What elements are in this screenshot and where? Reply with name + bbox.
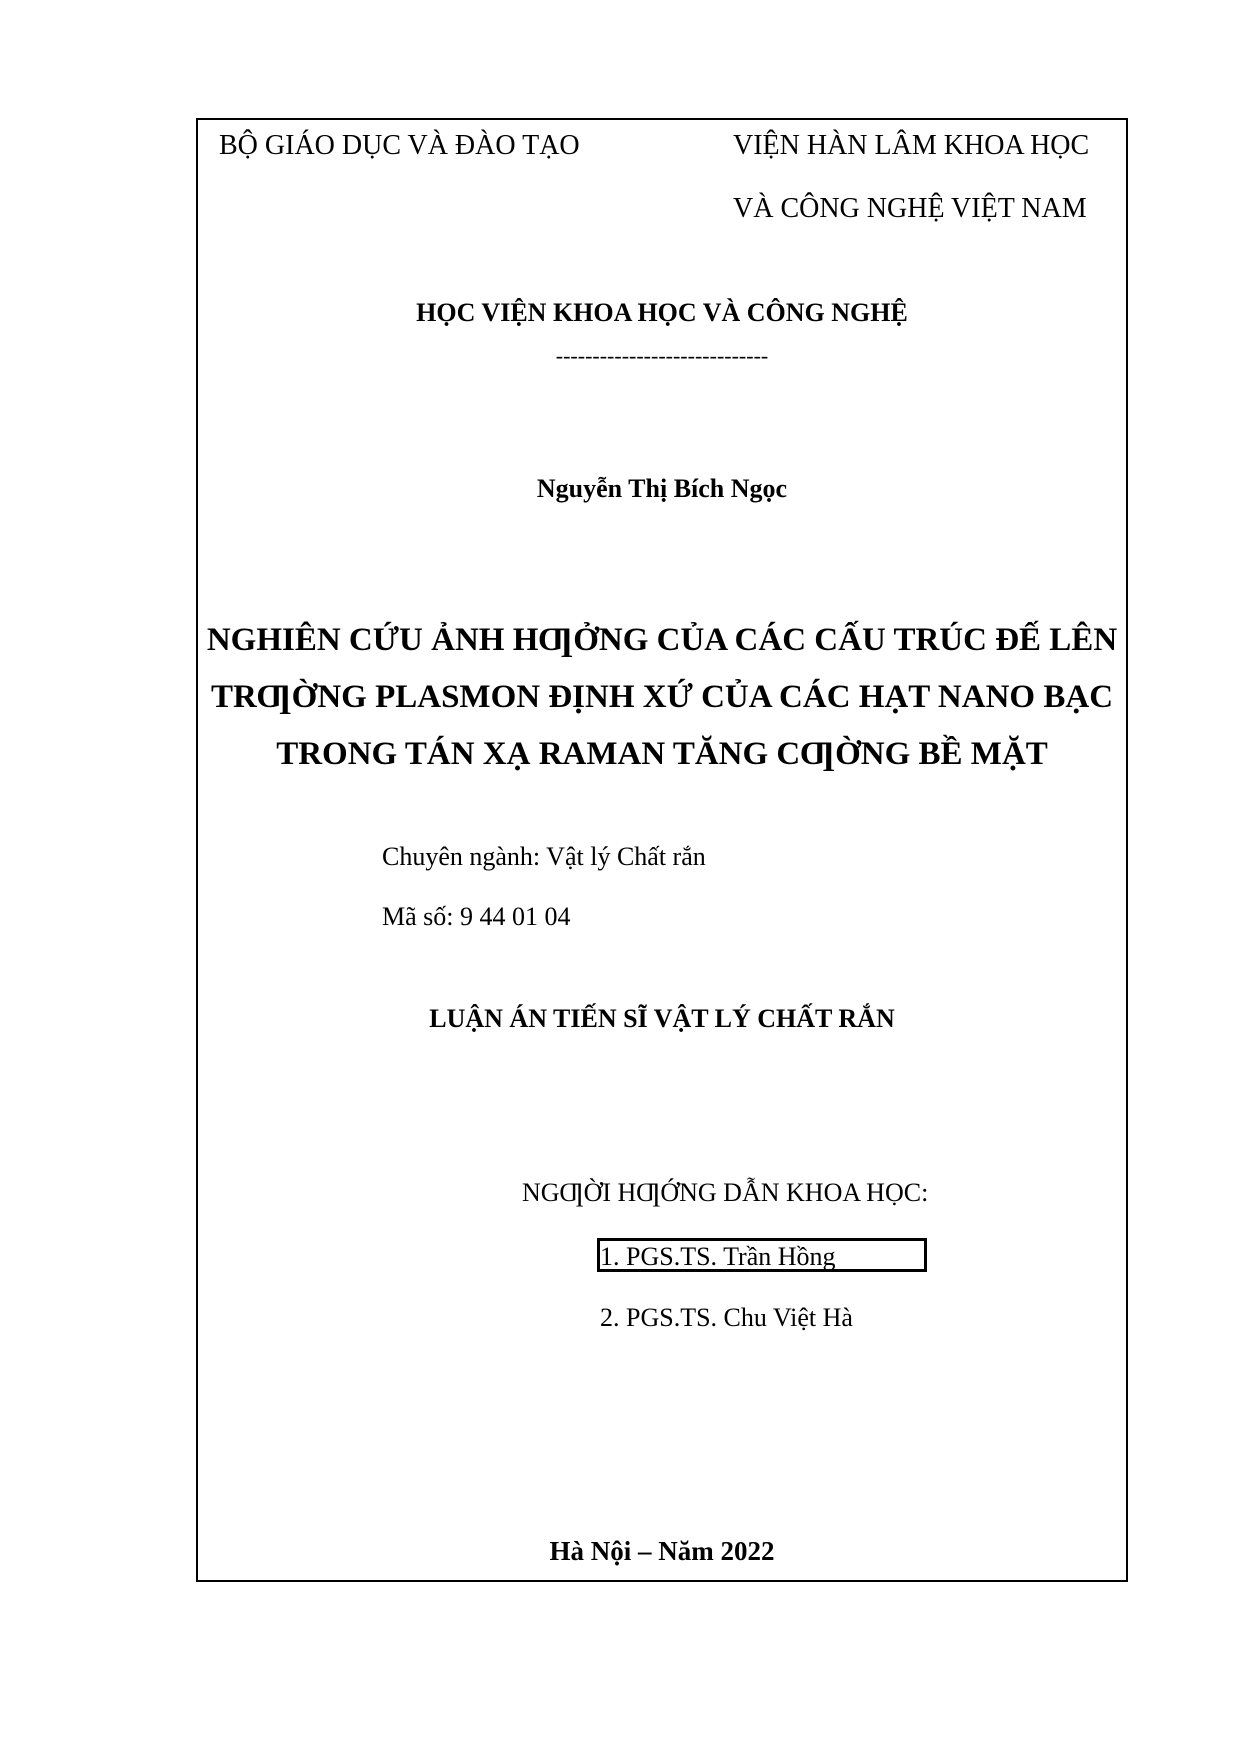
author-name: Nguyễn Thị Bích Ngọc <box>536 474 788 503</box>
academy-name-line-2: VÀ CÔNG NGHỆ VIỆT NAM <box>733 193 1087 224</box>
supervisor-1: 1. PGS.TS. Trần Hồng <box>600 1242 836 1271</box>
specialty: Chuyên ngành: Vật lý Chất rắn <box>382 842 706 871</box>
academy-name-line-1: VIỆN HÀN LÂM KHOA HỌC <box>733 130 1090 161</box>
ministry-name: BỘ GIÁO DỤC VÀ ĐÀO TẠO <box>219 130 580 161</box>
thesis-title-line-1: NGHIÊN CỨU ẢNH HƢỞNG CỦA CÁC CẤU TRÚC ĐẾ LÊN <box>206 622 1118 658</box>
separator-line: ----------------------------- <box>555 343 769 368</box>
institute-name: HỌC VIỆN KHOA HỌC VÀ CÔNG NGHỆ <box>416 298 908 327</box>
thesis-title <box>196 612 1128 783</box>
specialty-code: Mã số: 9 44 01 04 <box>382 902 571 931</box>
supervisors-heading: NGƢỜI HƢỚNG DẪN KHOA HỌC: <box>522 1178 929 1207</box>
thesis-title-line-2: TRƢỜNG PLASMON ĐỊNH XỨ CỦA CÁC HẠT NANO BẠC <box>210 679 1114 715</box>
degree-title: LUẬN ÁN TIẾN SĨ VẬT LÝ CHẤT RẮN <box>429 1004 895 1033</box>
thesis-title-line-3: TRONG TÁN XẠ RAMAN TĂNG CƢỜNG BỀ MẶT <box>276 736 1048 772</box>
supervisor-2: 2. PGS.TS. Chu Việt Hà <box>600 1303 853 1332</box>
place-and-year: Hà Nội – Năm 2022 <box>549 1536 775 1566</box>
